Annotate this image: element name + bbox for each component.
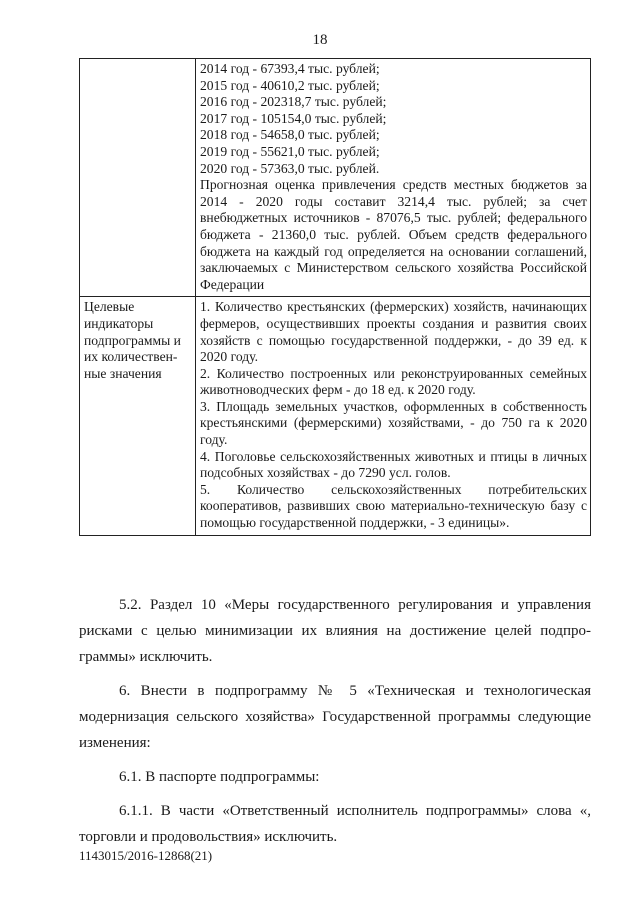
page-number: 18 [312,32,328,48]
indicator-item-2: 2. Количество построенных или реконструированных семейных животноводческих ферм - до 18 ед. к 2020 году. [200,365,587,398]
budget-year-2019: 2019 год - 55621,0 тыс. рублей; [200,143,380,159]
paragraph-6-1-1: 6.1.1. В части «Ответственный исполнитель подпрограммы» слова «, торговли и продовольствия» исключить. [79,803,591,845]
budget-year-2020: 2020 год - 57363,0 тыс. рублей. [200,160,380,176]
indicators-value-cell [196,297,591,535]
budget-value-cell [196,59,591,297]
paragraph-6: 6. Внести в подпрограмму № 5 «Техническая и технологическая модернизация сельского хозяйства» Государственной программы следующие изменения: [79,683,591,751]
budget-year-2018: 2018 год - 54658,0 тыс. рублей; [200,127,380,143]
budget-year-2017: 2017 год - 105154,0 тыс. рублей; [200,110,387,126]
budget-year-2015: 2015 год - 40610,2 тыс. рублей; [200,77,380,93]
table-row-budget [80,59,591,297]
body-text [79,592,591,850]
budget-year-2014: 2014 год - 67393,4 тыс. рублей; [200,61,380,76]
indicator-item-1: 1. Количество крестьянских (фермерских) хозяйств, начинающих фермеров, осуществивших проекты создания и развития своих хозяйств с помощью государственной поддержки, - до 39 ед. к 2020 году. [200,299,587,365]
budget-forecast-text: Прогнозная оценка привлечения средств местных бюджетов за 2014 - 2020 годы составит 3214,4 тыс. рублей; за счет внебюджетных источников - 87076,5 тыс. рублей; федерального бюджета - 21360,0 тыс. рублей. Объем средств федерального бюджета на каждый год определяется на основании соглашений, заключаемых с Министерством сельского хозяйства Российской Федерации [200,177,587,292]
paragraph-5-2: 5.2. Раздел 10 «Меры государственного регулирования и управления рисками с целью минимизации их влияния на достижение целей подпрограммы» исключить. [79,597,591,665]
subprogram-passport-table [79,58,591,536]
document-code: 1143015/2016-12868(21) [79,848,213,863]
indicator-item-4: 4. Поголовье сельскохозяйственных животных и птицы в личных подсобных хозяйствах - до 7290 усл. голов. [200,448,587,481]
budget-label-cell [80,59,196,297]
indicators-label: Целевые индикаторы подпрограммы и их количественные значения [80,297,196,535]
budget-year-2016: 2016 год - 202318,7 тыс. рублей; [200,94,387,110]
table-row-indicators [80,297,591,535]
paragraph-6-1: 6.1. В паспорте подпрограммы: [119,769,320,785]
indicator-item-3: 3. Площадь земельных участков, оформленных в собственность крестьянскими (фермерскими) хозяйствами, - до 750 га к 2020 году. [200,398,587,448]
indicator-item-5: 5. Количество сельскохозяйственных потребительских кооперативов, развивших свою материально-техническую базу с помощью государственной поддержки, - 3 единицы». [200,481,587,531]
